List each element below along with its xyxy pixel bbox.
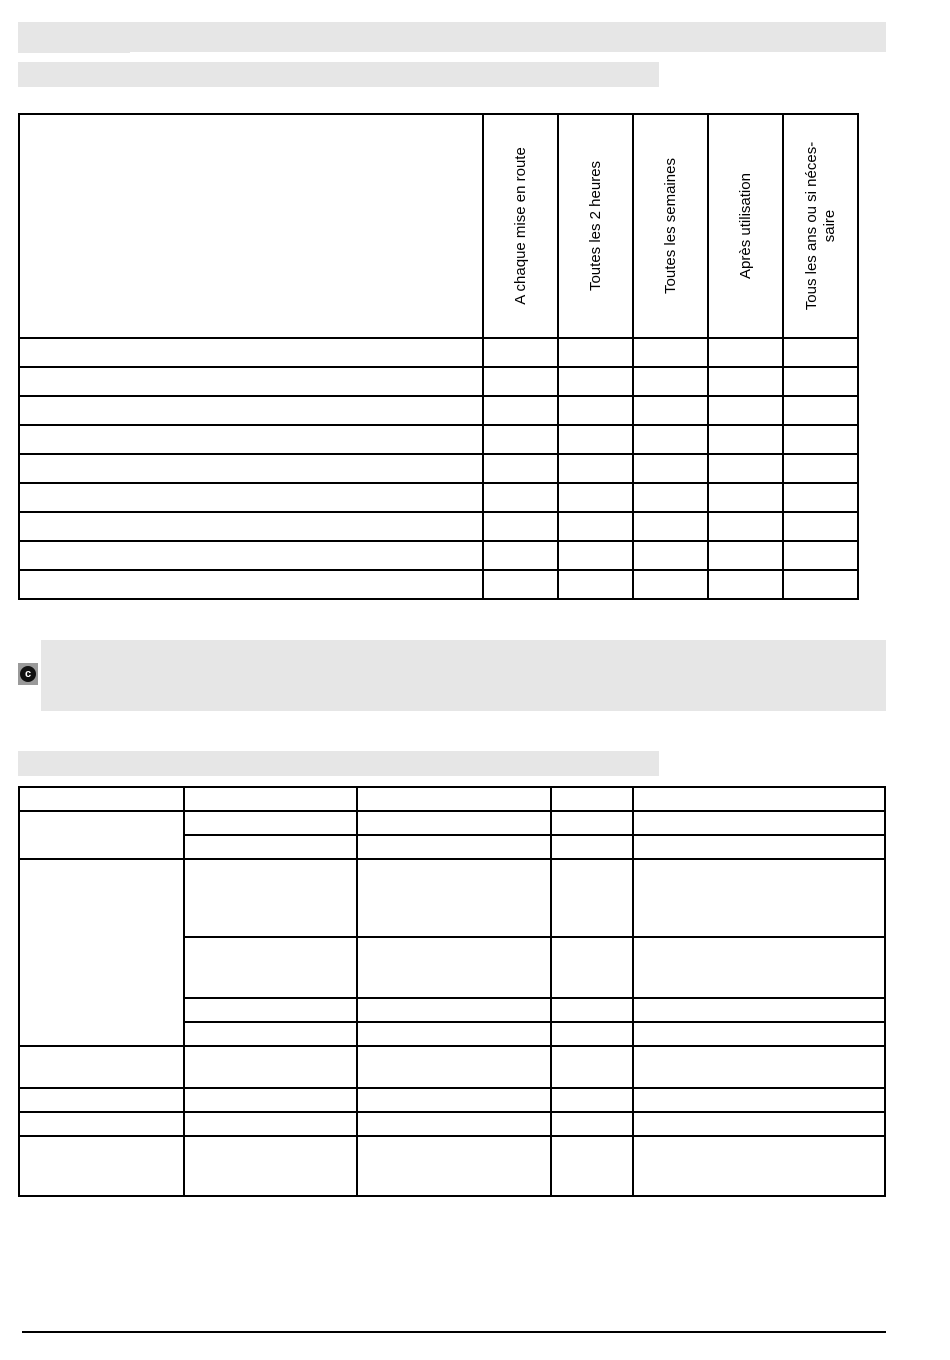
table-cell bbox=[633, 835, 885, 859]
table-cell bbox=[19, 512, 483, 541]
table-cell bbox=[783, 512, 858, 541]
table-cell bbox=[551, 1088, 633, 1112]
table-row bbox=[19, 811, 885, 835]
table-cell bbox=[708, 338, 783, 367]
table-row bbox=[19, 512, 858, 541]
header-after-use bbox=[708, 114, 783, 338]
table-cell bbox=[184, 1022, 357, 1046]
table-cell bbox=[184, 998, 357, 1022]
table-cell bbox=[184, 1088, 357, 1112]
table-cell bbox=[19, 1112, 184, 1136]
table-cell bbox=[184, 1046, 357, 1088]
table-cell bbox=[783, 541, 858, 570]
table-cell bbox=[633, 1112, 885, 1136]
table-cell bbox=[708, 570, 783, 599]
header-yearly-line2: saire bbox=[820, 209, 838, 243]
troubleshooting-header-row bbox=[19, 787, 885, 811]
table-cell bbox=[558, 541, 633, 570]
table-cell bbox=[551, 937, 633, 998]
table-cell bbox=[633, 1046, 885, 1088]
table-cell bbox=[483, 454, 558, 483]
table-cell bbox=[783, 570, 858, 599]
header-every-2-hours bbox=[558, 114, 633, 338]
table-cell bbox=[19, 425, 483, 454]
table-row bbox=[19, 570, 858, 599]
table-cell bbox=[551, 998, 633, 1022]
table-cell bbox=[633, 541, 708, 570]
table-row bbox=[19, 1112, 885, 1136]
table-cell bbox=[483, 425, 558, 454]
table-cell bbox=[19, 367, 483, 396]
table-cell bbox=[633, 512, 708, 541]
table-cell bbox=[708, 483, 783, 512]
table-row bbox=[19, 541, 858, 570]
table-cell bbox=[357, 937, 551, 998]
header-every-start-label: A chaque mise en route bbox=[511, 147, 529, 305]
table-cell bbox=[357, 1046, 551, 1088]
table-cell bbox=[708, 425, 783, 454]
header-every-2-hours-label: Toutes les 2 heures bbox=[586, 160, 604, 292]
table-cell bbox=[551, 1136, 633, 1196]
maintenance-table bbox=[18, 113, 859, 600]
table-cell bbox=[19, 570, 483, 599]
table-cell bbox=[19, 811, 184, 859]
table-cell bbox=[184, 811, 357, 835]
table-cell bbox=[551, 1022, 633, 1046]
table-cell bbox=[708, 367, 783, 396]
table-cell bbox=[483, 483, 558, 512]
table-cell bbox=[633, 425, 708, 454]
table-cell bbox=[357, 998, 551, 1022]
table-row bbox=[19, 396, 858, 425]
maintenance-header-row bbox=[19, 114, 858, 338]
table-cell bbox=[483, 338, 558, 367]
maintenance-header-description bbox=[19, 114, 483, 338]
table-cell bbox=[633, 1136, 885, 1196]
table-cell bbox=[633, 483, 708, 512]
table-cell bbox=[633, 859, 885, 937]
table-cell bbox=[357, 835, 551, 859]
title-bar-underline bbox=[18, 50, 130, 53]
table-cell bbox=[551, 1046, 633, 1088]
table-cell bbox=[184, 1112, 357, 1136]
table-cell bbox=[483, 396, 558, 425]
table-cell bbox=[558, 367, 633, 396]
table-cell bbox=[708, 541, 783, 570]
table-cell bbox=[558, 512, 633, 541]
table-cell bbox=[483, 541, 558, 570]
table-cell bbox=[633, 367, 708, 396]
table-cell bbox=[708, 454, 783, 483]
table-cell bbox=[483, 367, 558, 396]
header-weekly bbox=[633, 114, 708, 338]
section-heading-troubleshooting bbox=[18, 751, 659, 776]
note-box bbox=[41, 640, 886, 711]
table-cell bbox=[633, 454, 708, 483]
table-cell bbox=[633, 1088, 885, 1112]
table-cell bbox=[558, 396, 633, 425]
table-cell bbox=[19, 396, 483, 425]
info-icon-glyph: c bbox=[20, 666, 36, 682]
info-icon bbox=[18, 663, 38, 685]
table-cell bbox=[783, 454, 858, 483]
table-cell bbox=[551, 787, 633, 811]
table-cell bbox=[558, 425, 633, 454]
header-yearly-line1: Tous les ans ou si néces- bbox=[802, 141, 820, 311]
troubleshooting-table bbox=[18, 786, 886, 1197]
header-yearly-label bbox=[803, 126, 839, 326]
table-cell bbox=[19, 1088, 184, 1112]
table-cell bbox=[633, 570, 708, 599]
table-row bbox=[19, 483, 858, 512]
table-cell bbox=[558, 338, 633, 367]
table-cell bbox=[483, 512, 558, 541]
table-cell bbox=[783, 367, 858, 396]
table-cell bbox=[357, 1112, 551, 1136]
header-weekly-label: Toutes les semaines bbox=[661, 158, 679, 294]
table-cell bbox=[483, 570, 558, 599]
table-row bbox=[19, 1088, 885, 1112]
table-cell bbox=[633, 937, 885, 998]
table-row bbox=[19, 338, 858, 367]
table-cell bbox=[184, 835, 357, 859]
table-cell bbox=[184, 859, 357, 937]
table-cell bbox=[708, 396, 783, 425]
table-row bbox=[19, 425, 858, 454]
table-cell bbox=[558, 570, 633, 599]
table-cell bbox=[19, 483, 483, 512]
table-cell bbox=[357, 1022, 551, 1046]
table-cell bbox=[783, 483, 858, 512]
table-cell bbox=[357, 811, 551, 835]
header-every-start bbox=[483, 114, 558, 338]
table-cell bbox=[184, 1136, 357, 1196]
table-row bbox=[19, 1046, 885, 1088]
table-cell bbox=[551, 811, 633, 835]
table-cell bbox=[633, 811, 885, 835]
table-cell bbox=[633, 998, 885, 1022]
table-cell bbox=[184, 937, 357, 998]
table-cell bbox=[19, 338, 483, 367]
table-cell bbox=[633, 787, 885, 811]
section-heading-maintenance bbox=[18, 62, 659, 87]
table-cell bbox=[633, 338, 708, 367]
table-cell bbox=[357, 859, 551, 937]
table-cell bbox=[357, 1136, 551, 1196]
table-cell bbox=[19, 1046, 184, 1088]
header-after-use-label: Après utilisation bbox=[736, 173, 754, 279]
title-bar bbox=[18, 22, 886, 52]
table-cell bbox=[783, 338, 858, 367]
table-cell bbox=[551, 1112, 633, 1136]
table-cell bbox=[357, 1088, 551, 1112]
table-cell bbox=[184, 787, 357, 811]
table-row bbox=[19, 367, 858, 396]
table-row bbox=[19, 454, 858, 483]
table-row bbox=[19, 1136, 885, 1196]
table-cell bbox=[19, 1136, 184, 1196]
table-cell bbox=[551, 859, 633, 937]
table-cell bbox=[551, 835, 633, 859]
table-cell bbox=[558, 483, 633, 512]
table-cell bbox=[708, 512, 783, 541]
table-row bbox=[19, 859, 885, 937]
table-cell bbox=[633, 396, 708, 425]
header-yearly bbox=[783, 114, 858, 338]
table-cell bbox=[558, 454, 633, 483]
table-cell bbox=[19, 541, 483, 570]
table-cell bbox=[783, 425, 858, 454]
table-cell bbox=[19, 787, 184, 811]
table-cell bbox=[633, 1022, 885, 1046]
table-cell bbox=[357, 787, 551, 811]
footer-rule bbox=[22, 1331, 886, 1333]
table-cell bbox=[19, 859, 184, 1046]
table-cell bbox=[19, 454, 483, 483]
table-cell bbox=[783, 396, 858, 425]
